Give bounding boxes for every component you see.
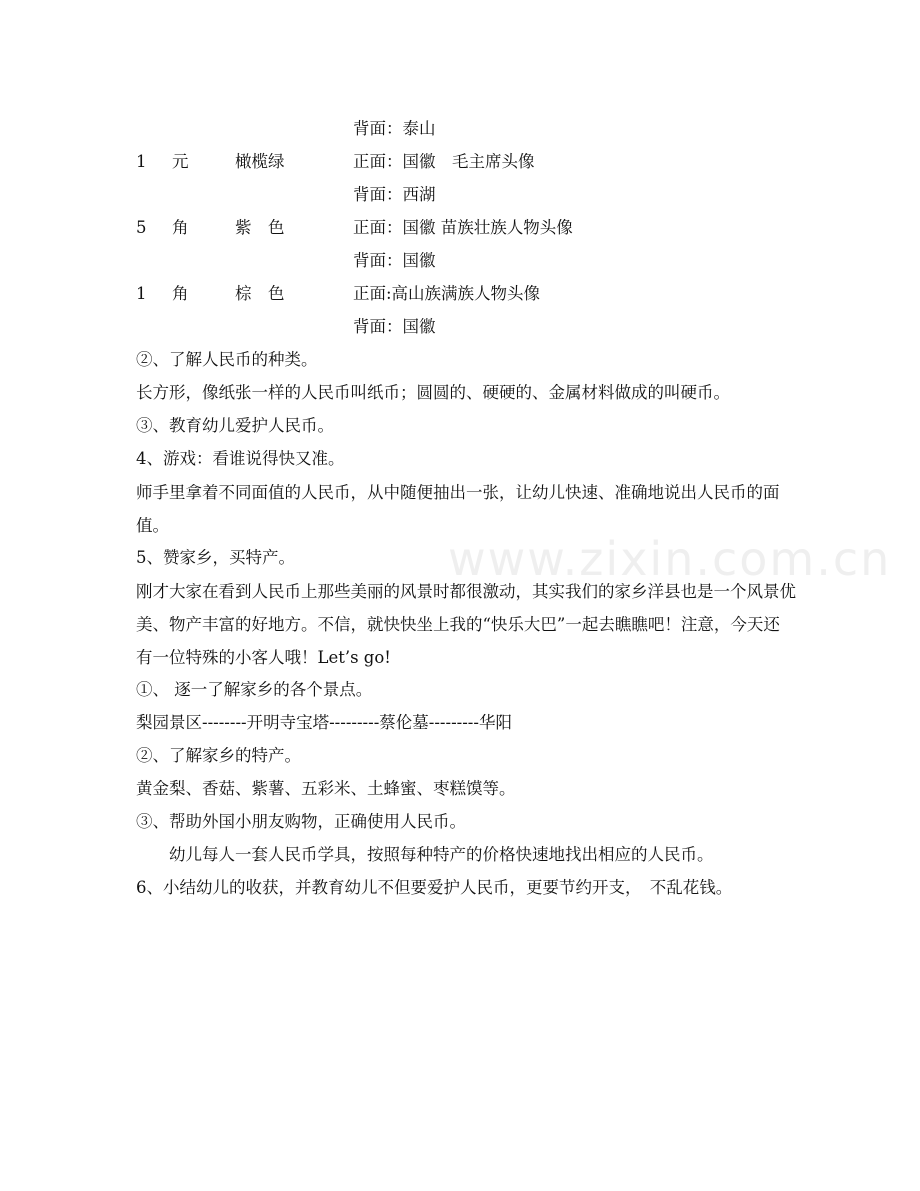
color: 棕 色 bbox=[235, 284, 285, 303]
body-line: 梨园景区--------开明寺宝塔---------蔡伦墓---------华阳 bbox=[136, 713, 512, 732]
amount: 5 bbox=[136, 218, 147, 237]
unit: 角 bbox=[172, 284, 189, 303]
section-heading: ①、 逐一了解家乡的各个景点。 bbox=[136, 680, 373, 699]
paragraph: 师手里拿着不同面值的人民币，从中随便抽出一张，让幼儿快速、准确地说出人民币的面值。 bbox=[136, 483, 780, 535]
section-heading: ③、教育幼儿爱护人民币。 bbox=[136, 416, 334, 435]
section-heading: 5、赞家乡，买特产。 bbox=[136, 548, 295, 567]
description: 正面：国徽 毛主席头像 bbox=[353, 152, 535, 171]
description: 正面：国徽 苗族壮族人物头像 bbox=[353, 218, 573, 237]
section-heading: ②、了解人民币的种类。 bbox=[136, 350, 318, 369]
description: 背面：泰山 bbox=[353, 119, 436, 138]
section-heading: 6、小结幼儿的收获，并教育幼儿不但要爱护人民币，更要节约开支， 不乱花钱。 bbox=[136, 878, 733, 897]
color: 橄榄绿 bbox=[235, 152, 285, 171]
description: 背面：国徽 bbox=[353, 317, 436, 336]
amount: 1 bbox=[136, 284, 147, 303]
body-line: 长方形，像纸张一样的人民币叫纸币；圆圆的、硬硬的、金属材料做成的叫硬币。 bbox=[136, 383, 730, 402]
section-heading: ③、帮助外国小朋友购物，正确使用人民币。 bbox=[136, 812, 466, 831]
section-heading: 4、游戏：看谁说得快又准。 bbox=[136, 449, 345, 468]
amount: 1 bbox=[136, 152, 147, 171]
description: 正面:高山族满族人物头像 bbox=[353, 284, 541, 303]
watermark: www.zixin.com.cn bbox=[448, 532, 892, 586]
paragraph: 刚才大家在看到人民币上那些美丽的风景时都很激动，其实我们的家乡洋县也是一个风景优美、物产丰富的好地方。不信，就快快坐上我的“快乐大巴”一起去瞧瞧吧！注意，今天还有一位特殊的小客人哦！Let’s go! bbox=[136, 582, 796, 667]
description: 背面：西湖 bbox=[353, 185, 436, 204]
unit: 元 bbox=[172, 152, 189, 171]
body-line: 黄金梨、香菇、紫薯、五彩米、土蜂蜜、枣糕馍等。 bbox=[136, 779, 516, 798]
body-line: 幼儿每人一套人民币学具，按照每种特产的价格快速地找出相应的人民币。 bbox=[136, 845, 714, 864]
color: 紫 色 bbox=[235, 218, 285, 237]
section-heading: ②、了解家乡的特产。 bbox=[136, 746, 301, 765]
unit: 角 bbox=[172, 218, 189, 237]
description: 背面：国徽 bbox=[353, 251, 436, 270]
